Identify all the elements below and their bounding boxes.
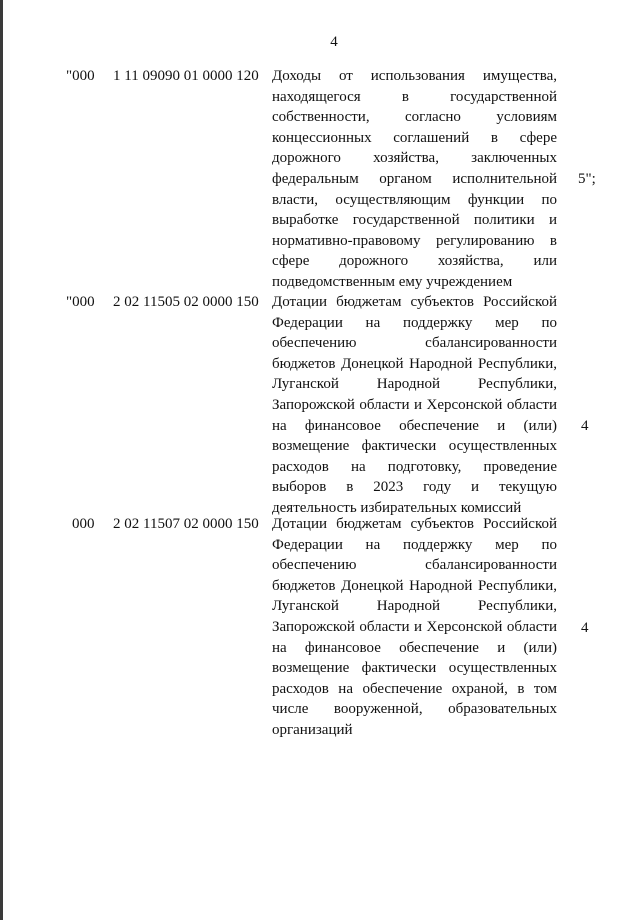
allocation-percent: 4 (581, 620, 589, 636)
allocation-percent: 4 (581, 418, 589, 434)
budget-classification-code: 2 02 11505 02 0000 150 (113, 294, 259, 310)
page-number: 4 (330, 34, 338, 50)
allocation-percent: 5"; (578, 171, 596, 187)
budget-classification-code: 2 02 11507 02 0000 150 (113, 516, 259, 532)
budget-classification-code: 1 11 09090 01 0000 120 (113, 68, 259, 84)
income-description: Дотации бюджетам субъектов Российской Федерации на поддержку мер по обеспечению сбалансированности бюджетов Донецкой Народной Республики, Луганской Народной Республики, Запорожской области и Херсонской области на финансовое обеспечение и (или) возмещение фактически осуществленных расходов на подготовку, проведение выборов в 2023 году и текущую деятельность избирательных комиссий (272, 294, 557, 516)
income-description: Доходы от использования имущества, находящегося в государственной собственности, согласно условиям концессионных соглашений в сфере дорожного хозяйства, заключенных федеральным органом исполнительной власти, осуществляющим функции по выработке государственной политики и нормативно-правовому регулированию в сфере дорожного хозяйства, или подведомственным ему учреждением (272, 68, 557, 290)
income-description: Дотации бюджетам субъектов Российской Федерации на поддержку мер по обеспечению сбалансированности бюджетов Донецкой Народной Республики, Луганской Народной Республики, Запорожской области и Херсонской области на финансовое обеспечение и (или) возмещение фактически осуществленных расходов на обеспечение охраной, в том числе вооруженной, образовательных организаций (272, 516, 557, 738)
scan-page-edge (0, 0, 3, 920)
administrator-code: "000 (66, 68, 95, 84)
administrator-code: "000 (66, 294, 95, 310)
administrator-code: 000 (72, 516, 95, 532)
